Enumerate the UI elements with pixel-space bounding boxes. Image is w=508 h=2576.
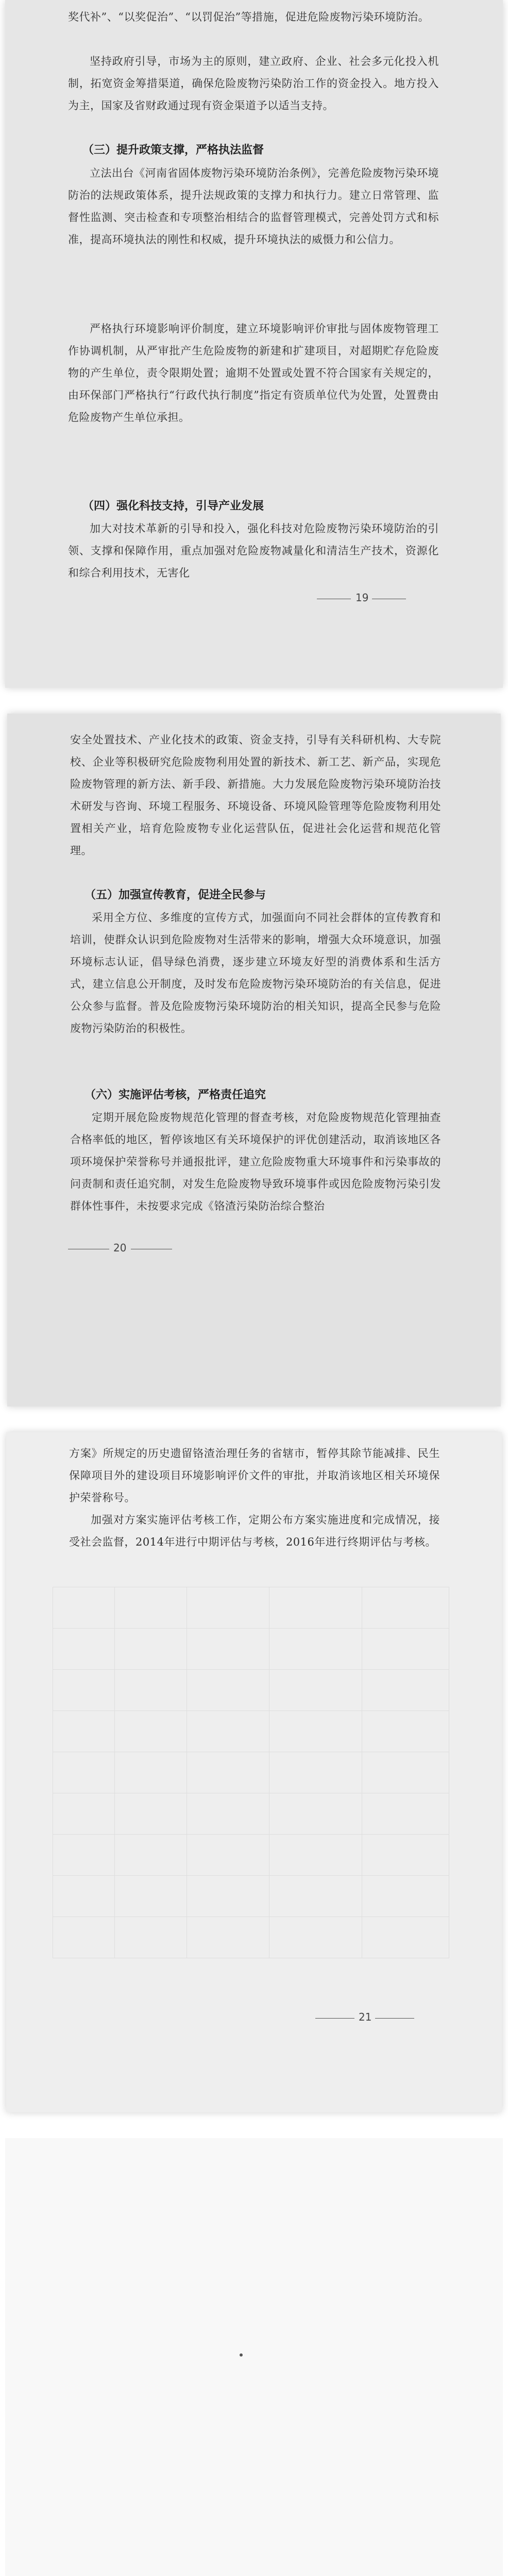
paragraph-assessment: 定期开展危险废物规范化管理的督查考核，对危险废物规范化管理抽查合格率低的地区，暂停该地区有关环境保护的评优创建活动，取消该地区各项环境保护荣誉称号并通报批评，建立危险废物重大环境事件和污染事故的问责制和责任追究制，对发生危险废物导致环境事件或因危险废物污染引发群体性事件，未按要求完成《铬渣污染防治综合整治 [70,1111,441,1212]
section-heading-6: （六）实施评估考核，严格责任追究 [84,1088,266,1101]
page-number: 20 [113,1242,127,1254]
paragraph-publicity: 采用全方位、多维度的宣传方式，加强面向不同社会群体的宣传教育和培训，使群众认识到危险废物对生活带来的影响，增强大众环境意识，加强环境标志认证，倡导绿色消费，逐步建立环境友好型的消费体系和生活方式，建立信息公开制度，及时发布危险废物污染环境防治的有关信息，促进公众参与监督。普及危险废物污染环境防治的相关知识，提高全民参与危险废物污染防治的积极性。 [70,911,441,1035]
scan-speck [240,2353,243,2357]
paragraph-evaluation: 加强对方案实施评估考核工作，定期公布方案实施进度和完成情况，接受社会监督，2014年进行中期评估与考核，2016年进行终期评估与考核。 [69,1514,440,1548]
document-page-21 [6,1432,502,2112]
paragraph-funding-mechanism: 坚持政府引导，市场为主的原则，建立政府、企业、社会多元化投入机制，拓宽资金筹措渠道，确保危险废物污染防治工作的资金投入。地方投入为主，国家及省财政通过现有资金渠道予以适当支持。 [68,55,439,112]
paragraph-eia-enforcement: 严格执行环境影响评价制度，建立环境影响评价审批与固体废物管理工作协调机制，从严审批产生危险废物的新建和扩建项目，对超期贮存危险废物的产生单位，责令限期处置；逾期不处置或处置不符合国家有关规定的，由环保部门严格执行“行政代执行制度”指定有资质单位代为处置，处置费由危险废物产生单位承担。 [68,323,439,423]
paragraph-disposal-tech: 安全处置技术、产业化技术的政策、资金支持，引导有关科研机构、大专院校、企业等积极研究危险废物利用处置的新技术、新工艺、新产品，实现危险废物管理的新方法、新手段、新措施。大力发展危险废物污染环境防治技术研发与咨询、环境工程服务、环境设备、环境风险管理等危险废物利用处置相关产业，培育危险废物专业化运营队伍，促进社会化运营和规范化管理。 [70,734,441,857]
document-page-19 [5,0,503,688]
page-number: 19 [355,591,369,604]
section-heading-5: （五）加强宣传教育，促进全民参与 [84,888,266,902]
section-heading-3: （三）提升政策支撑，严格执法监督 [82,143,264,157]
show-through-table [53,1587,449,2009]
page-number-rule-left [315,2018,354,2019]
blank-page [5,2138,503,2576]
page-number: 21 [359,2011,372,2023]
section-heading-4: （四）强化科技支持，引导产业发展 [82,499,264,513]
paragraph-incentive-measures: 奖代补”、“以奖促治”、“以罚促治”等措施，促进危险废物污染环境防治。 [68,11,430,23]
document-page-20 [7,714,501,1406]
paragraph-chromium-slag: 方案》所规定的历史遗留铬渣治理任务的省辖市，暂停其除节能减排、民生保障项目外的建设项目环境影响评价文件的审批，并取消该地区相关环境保护荣誉称号。 [69,1447,440,1504]
paragraph-regulation: 立法出台《河南省固体废物污染环境防治条例》，完善危险废物污染环境防治的法规政策体系，提升法规政策的支撑力和执行力。建立日常管理、监督性监测、突击检查和专项整治相结合的监督管理模式，完善处罚方式和标准，提高环境执法的刚性和权威，提升环境执法的威慑力和公信力。 [68,167,439,246]
paragraph-tech-support: 加大对技术革新的引导和投入，强化科技对危险废物污染环境防治的引领、支撑和保障作用，重点加强对危险废物减量化和清洁生产技术，资源化和综合利用技术，无害化 [68,522,439,579]
page-number-rule-right [375,2018,414,2019]
